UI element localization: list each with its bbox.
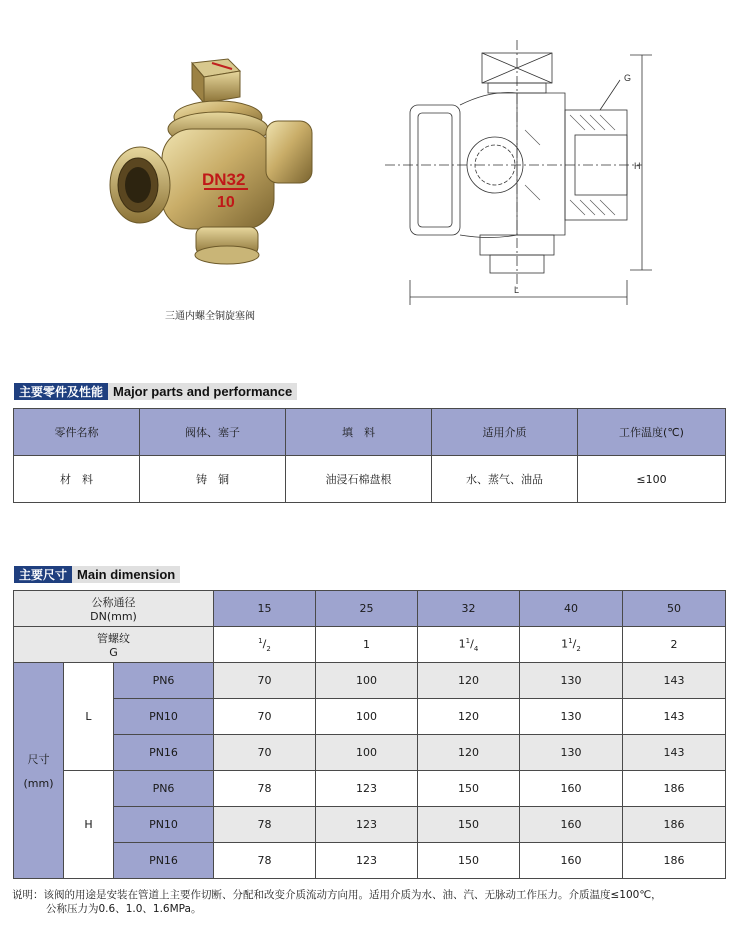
dn-value: 15	[214, 591, 316, 627]
table-cell: 100	[316, 699, 418, 735]
table-cell: 130	[520, 735, 623, 771]
table-cell: ≤100	[578, 456, 726, 503]
photo-dn-label: DN32	[202, 170, 246, 189]
table-cell: 70	[214, 735, 316, 771]
size-label-unit: (mm)	[23, 777, 54, 790]
table-cell: 100	[316, 663, 418, 699]
valve-photo	[100, 55, 320, 285]
size-label	[14, 663, 64, 879]
footnote	[12, 888, 732, 916]
section-title-cn: 主要尺寸	[14, 566, 72, 583]
table-cell: 120	[418, 663, 520, 699]
table-cell: 160	[520, 807, 623, 843]
dimension-table	[13, 590, 726, 879]
dn-value: 25	[316, 591, 418, 627]
drawing-label-g: G	[624, 73, 632, 83]
g-value: $1^1/_2$	[520, 627, 623, 663]
dn-label-cn: 公称通径	[91, 596, 136, 609]
table-cell: 186	[623, 807, 726, 843]
g-label-cn: 管螺纹	[97, 632, 130, 645]
table-row	[14, 843, 726, 879]
table-cell: 水、蒸气、油品	[432, 456, 578, 503]
pn-label: PN16	[114, 843, 214, 879]
table-row	[14, 699, 726, 735]
table-row	[14, 735, 726, 771]
table-row	[14, 663, 726, 699]
table-cell: 160	[520, 771, 623, 807]
section-header-dimension	[14, 566, 180, 583]
dn-label	[14, 591, 214, 627]
table-cell: 130	[520, 663, 623, 699]
header-cell: 填 料	[286, 409, 432, 456]
table-cell: 70	[214, 663, 316, 699]
dn-value: 32	[418, 591, 520, 627]
table-cell: 100	[316, 735, 418, 771]
table-row	[14, 771, 726, 807]
table-cell: 70	[214, 699, 316, 735]
section-title-en: Main dimension	[72, 566, 180, 583]
table-cell: 材 料	[14, 456, 140, 503]
table-cell: 78	[214, 843, 316, 879]
footnote-line: 公称压力为0.6、1.0、1.6MPa。	[46, 903, 202, 915]
header-cell: 零件名称	[14, 409, 140, 456]
table-row	[14, 807, 726, 843]
g-value: $^1/_2$	[214, 627, 316, 663]
photo-caption: 三通内螺全铜旋塞阀	[165, 311, 255, 322]
dn-value: 50	[623, 591, 726, 627]
table-cell: 143	[623, 699, 726, 735]
header-cell: 适用介质	[432, 409, 578, 456]
table-cell: 130	[520, 699, 623, 735]
l-label: L	[64, 663, 114, 771]
pn-label: PN10	[114, 699, 214, 735]
table-cell: 120	[418, 699, 520, 735]
header-cell: 工作温度(℃)	[578, 409, 726, 456]
table-row	[14, 456, 726, 503]
table-cell: 油浸石棉盘根	[286, 456, 432, 503]
g-value: $1^1/_4$	[418, 627, 520, 663]
size-label-cn: 尺寸	[27, 753, 50, 766]
valve-drawing	[380, 35, 670, 310]
table-cell: 78	[214, 807, 316, 843]
g-value: 2	[623, 627, 726, 663]
table-cell: 123	[316, 771, 418, 807]
table-cell: 123	[316, 843, 418, 879]
section-title-en: Major parts and performance	[108, 383, 297, 400]
g-label	[14, 627, 214, 663]
table-cell: 150	[418, 771, 520, 807]
h-label: H	[64, 771, 114, 879]
drawing-label-l: L	[514, 285, 520, 295]
table-cell: 186	[623, 771, 726, 807]
g-label-en: G	[109, 646, 118, 659]
performance-table	[13, 408, 726, 503]
table-cell: 143	[623, 663, 726, 699]
header-cell: 阀体、塞子	[140, 409, 286, 456]
dn-label-en: DN(mm)	[90, 610, 137, 623]
pn-label: PN16	[114, 735, 214, 771]
table-cell: 160	[520, 843, 623, 879]
dn-value: 40	[520, 591, 623, 627]
footnote-line: 说明：该阀的用途是安装在管道上主要作切断、分配和改变介质流动方向用。适用介质为水、油、汽、无脉动工作压力。介质温度≤100℃，	[12, 889, 662, 901]
table-cell: 78	[214, 771, 316, 807]
table-cell: 143	[623, 735, 726, 771]
pn-label: PN6	[114, 771, 214, 807]
table-cell: 123	[316, 807, 418, 843]
table-cell: 120	[418, 735, 520, 771]
table-cell: 150	[418, 843, 520, 879]
section-header-performance	[14, 383, 297, 400]
table-header-row	[14, 409, 726, 456]
pn-label: PN10	[114, 807, 214, 843]
drawing-label-h: H	[634, 161, 641, 171]
g-row	[14, 627, 726, 663]
photo-pn-label: 10	[217, 194, 235, 211]
g-value: 1	[316, 627, 418, 663]
section-title-cn: 主要零件及性能	[14, 383, 108, 400]
pn-label: PN6	[114, 663, 214, 699]
table-cell: 150	[418, 807, 520, 843]
table-cell: 186	[623, 843, 726, 879]
dn-row	[14, 591, 726, 627]
table-cell: 铸 铜	[140, 456, 286, 503]
